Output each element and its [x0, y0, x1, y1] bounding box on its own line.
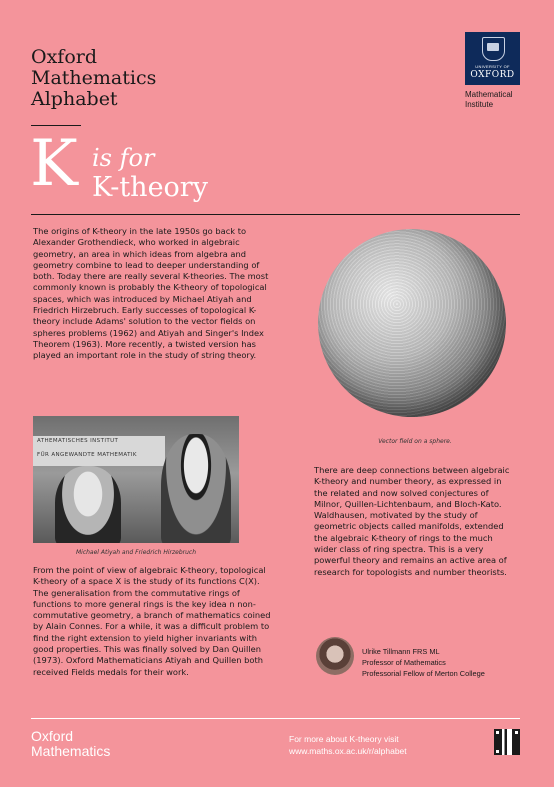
- qr-finder-2: [513, 729, 520, 736]
- footer-info: [289, 733, 407, 757]
- author-fellow: Professorial Fellow of Merton College: [362, 669, 485, 678]
- series-title-line-2: Mathematics: [31, 67, 157, 89]
- more-info-text: For more about K-theory visit: [289, 734, 399, 744]
- sign-line-1: ATHEMATISCHES INSTITUT: [37, 438, 119, 444]
- header-divider: [31, 214, 520, 215]
- algebraic-k-theory-paragraph: From the point of view of algebraic K-theory, topological K-theory of a space X is the study of its functions C(X). The generalisation from the commutative rings of functions to more general rings is the key idea n non-commutative geometry, a branch of mathematics coined by Alain Connes. For a while, it was a difficult problem to find the right extension to yield higher invariants with good properties. This was finally solved by Dan Quillen (1973). Oxford Mathematicians Atiyah and Quillen both received Fields medals for their work.: [33, 565, 271, 677]
- footer-brand: [31, 729, 110, 759]
- photo-caption: Michael Atiyah and Friedrich Hirzebruch: [75, 549, 197, 556]
- intro-paragraph: The origins of K-theory in the late 1950s go back to Alexander Grothendieck, who worked in algebraic geometry, an area in which ideas from algebra and geometry combine to lead to deeper understanding of both. Today there are really several K-theories. The most commonly known is probably the K-theory of topological spaces, which was introduced by Michael Atiyah and Friedrich Hirzebruch. Early successes of topological K-theory include Adams' solution to the vector fields on spheres problems (1962) and Atiyah and Singer's Index Theorem (1963). More recently, a twisted version has played an important role in the study of string theory.: [33, 226, 269, 361]
- website-link[interactable]: www.maths.ox.ac.uk/r/alphabet: [289, 746, 407, 756]
- footer-divider: [31, 718, 520, 719]
- institute-label: [465, 90, 513, 110]
- series-title-line-3: Alphabet: [31, 88, 118, 110]
- series-title: [31, 47, 156, 110]
- sign-line-2: FÜR ANGEWANDTE MATHEMATIK: [37, 452, 137, 458]
- author-portrait: [316, 637, 354, 675]
- qr-finder-1: [494, 729, 501, 736]
- crest-icon: [482, 37, 505, 61]
- atiyah-hirzebruch-photo: [33, 416, 239, 543]
- author-name: Ulrike Tillmann FRS ML: [362, 647, 440, 656]
- qr-code-icon[interactable]: [494, 729, 520, 755]
- big-letter: K: [30, 127, 78, 201]
- subject-title: K-theory: [92, 172, 208, 203]
- institute-line-1: Mathematical: [465, 90, 513, 99]
- institute-line-2: Institute: [465, 100, 494, 109]
- institute-sign: [33, 436, 165, 466]
- author-role: Professor of Mathematics: [362, 658, 446, 667]
- footer-brand-line-1: Oxford: [31, 728, 74, 744]
- title-divider: [31, 125, 81, 126]
- person-hirzebruch: [161, 434, 231, 543]
- vector-field-sphere-image: [318, 229, 506, 417]
- author-signature: [362, 646, 485, 679]
- logo-university-of: UNIVERSITY OF: [475, 64, 510, 69]
- person-atiyah: [55, 466, 121, 543]
- logo-oxford: OXFORD: [470, 70, 515, 80]
- oxford-logo[interactable]: [465, 32, 520, 85]
- connections-paragraph: There are deep connections between algebraic K-theory and number theory, as expressed in the related and now solved conjectures of Milnor, Quillen-Lichtenbaum, and Bloch-Kato. Waldhausen, motivated by the study of geometric objects called manifolds, extended the algebraic K-theory of rings to the much wider class of ring spectra. This is a very powerful theory and remains an active area of research for topologists and number theorists.: [314, 465, 510, 577]
- is-for-text: is for: [92, 144, 155, 172]
- sphere-caption: Vector field on a sphere.: [378, 438, 452, 445]
- footer-brand-line-2: Mathematics: [31, 743, 111, 759]
- qr-finder-3: [494, 748, 501, 755]
- series-title-line-1: Oxford: [31, 46, 98, 68]
